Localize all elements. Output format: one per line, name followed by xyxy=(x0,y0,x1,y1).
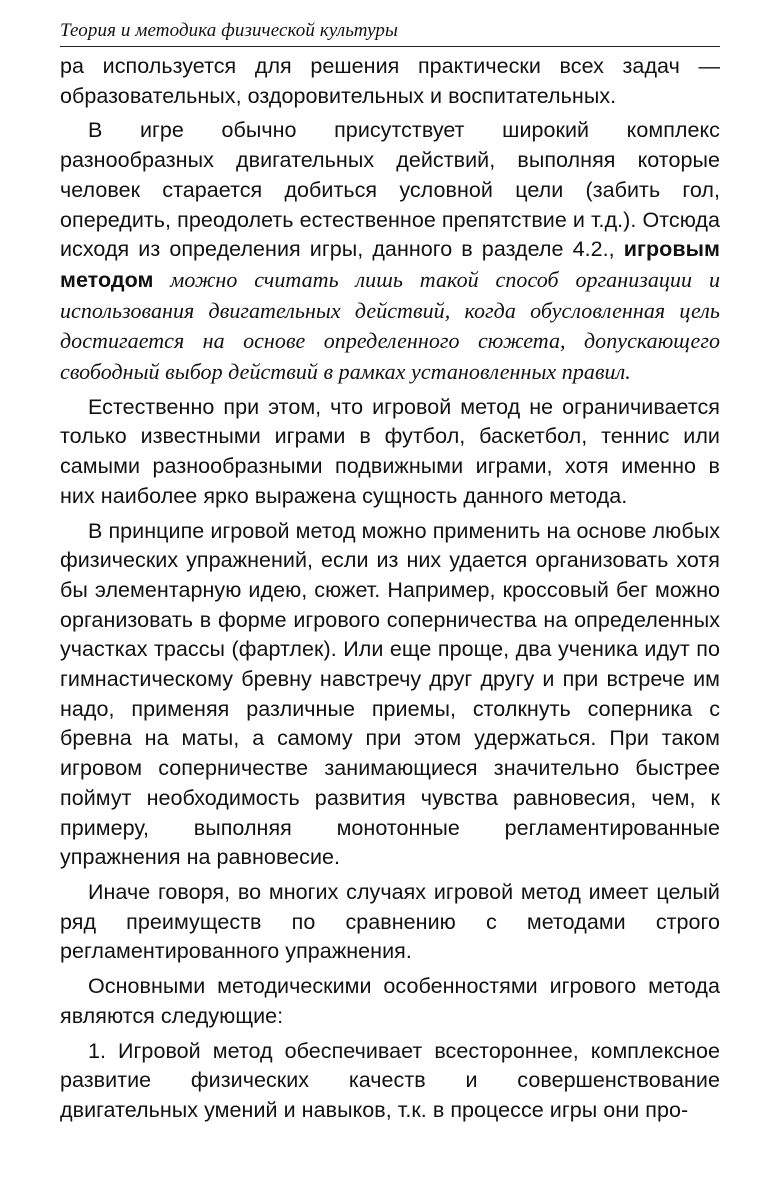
paragraph-lead-text: В игре обычно присутствует широкий комплекс разнообразных двигательных действий, выполняя которые человек старается добиться условной цели (забить гол, опередить, преодолеть естественное препятствие и т.д.). Отсюда исходя из определения игры, данного в разделе 4.2., xyxy=(60,118,720,262)
running-title: Теория и методика физической культуры xyxy=(60,20,398,41)
term-game-method: игровым методом xyxy=(60,237,720,292)
paragraph-game-definition xyxy=(60,116,720,387)
paragraph-example: В принципе игровой метод можно применить на основе любых физических упражнений, если из них удается организовать хотя бы элементарную идею, сюжет. Например, кроссовый бег можно организовать в форме игрового соперничества на определенных участках трассы (фартлек). Или еще проще, два ученика идут по гимнастическому бревну навстречу друг другу и при встрече им надо, применяя различные приемы, столкнуть соперника с бревна на маты, а самому при этом удержаться. При таком игровом соперничестве занимающиеся значительно быстрее поймут необходимость развития чувства равновесия, чем, к примеру, выполняя монотонные регламентированные упражнения на равновесие. xyxy=(60,518,720,870)
paragraph-continuation: ра используется для решения практически всех задач — образовательных, оздоровительных и воспитательных. xyxy=(60,54,720,108)
definition-text: можно считать лишь такой способ организации и использования двигательных действий, когда обусловленная цель достигается на основе определенного сюжета, допускающего свободный выбор действий в рамках установленных правил. xyxy=(60,266,720,385)
list-item-1: 1. Игровой метод обеспечивает всестороннее, комплексное развитие физических качеств и совершенствование двигательных умений и навыков, т.к. в процессе игры они про- xyxy=(60,1038,720,1122)
page-body xyxy=(60,52,720,1126)
book-page xyxy=(60,18,720,1126)
paragraph-features-intro: Основными методическими особенностями игрового метода являются следующие: xyxy=(60,974,720,1028)
paragraph-not-limited: Естественно при этом, что игровой метод не ограничивается только известными играми в футбол, баскетбол, теннис или самыми разнообразными подвижными играми, хотя именно в них наиболее ярко выражена сущность данного метода. xyxy=(60,394,720,508)
paragraph-advantages: Иначе говоря, во многих случаях игровой метод имеет целый ряд преимуществ по сравнению с методами строго регламентированного упражнения. xyxy=(60,879,720,964)
header-rule xyxy=(60,46,720,47)
